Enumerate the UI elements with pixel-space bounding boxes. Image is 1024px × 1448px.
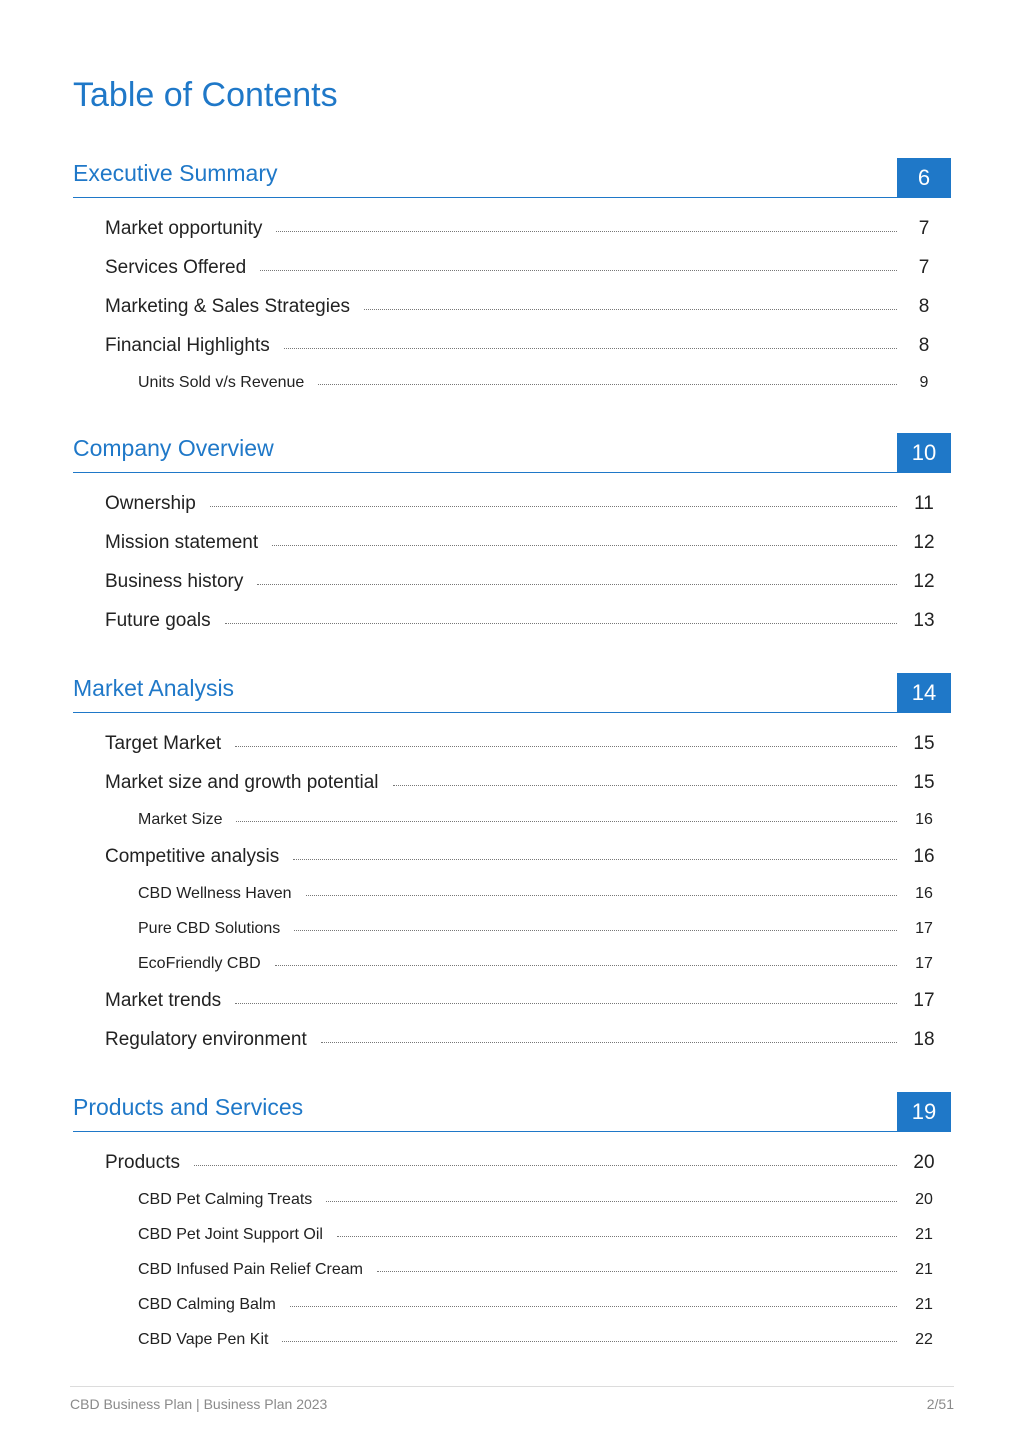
entry-page-number: 15: [913, 733, 935, 754]
section-page-number: 14: [897, 673, 951, 712]
entry-label: CBD Pet Joint Support Oil: [138, 1226, 323, 1243]
section-page-number: 19: [897, 1092, 951, 1131]
entry-page-number: 16: [913, 846, 935, 867]
page-title: Table of Contents: [73, 76, 338, 114]
entry-page-number: 20: [913, 1152, 935, 1173]
toc-section-products-and-services: [73, 1092, 951, 1366]
toc-entry[interactable]: [73, 846, 951, 885]
toc-entry[interactable]: [73, 335, 951, 374]
entry-page-number: 20: [915, 1191, 933, 1208]
dot-leader: [194, 1165, 897, 1166]
dot-leader: [318, 384, 897, 385]
toc-subentry[interactable]: [73, 1226, 951, 1261]
section-header[interactable]: [73, 1092, 951, 1132]
toc-entry[interactable]: [73, 1152, 951, 1191]
dot-leader: [260, 270, 897, 271]
entry-label: CBD Pet Calming Treats: [138, 1191, 313, 1208]
entry-label: Competitive analysis: [105, 846, 280, 867]
entry-label: Ownership: [105, 493, 196, 514]
entry-label: Market size and growth potential: [105, 772, 379, 793]
entry-page-number: 13: [913, 610, 935, 631]
entry-page-number: 18: [913, 1029, 935, 1050]
dot-leader: [290, 1306, 897, 1307]
section-title: Company Overview: [73, 435, 274, 461]
section-entries: [73, 1152, 951, 1366]
entry-label: Market trends: [105, 990, 222, 1011]
dot-leader: [210, 506, 897, 507]
toc-entry[interactable]: [73, 772, 951, 811]
dot-leader: [275, 965, 897, 966]
section-page-number: 10: [897, 433, 951, 472]
dot-leader: [284, 348, 897, 349]
entry-page-number: 7: [918, 257, 930, 278]
dot-leader: [276, 231, 897, 232]
entry-label: Pure CBD Solutions: [138, 920, 281, 937]
toc-subentry[interactable]: [73, 955, 951, 990]
entry-page-number: 11: [914, 493, 934, 514]
entry-label: CBD Infused Pain Relief Cream: [138, 1261, 363, 1278]
toc-entry[interactable]: [73, 990, 951, 1029]
entry-label: Regulatory environment: [105, 1029, 307, 1050]
entry-page-number: 12: [913, 571, 935, 592]
entry-label: Future goals: [105, 610, 211, 631]
entry-label: Target Market: [105, 733, 222, 754]
section-header[interactable]: [73, 673, 951, 713]
entry-page-number: 12: [913, 532, 935, 553]
toc-subentry[interactable]: [73, 920, 951, 955]
entry-page-number: 22: [915, 1331, 933, 1348]
toc-section-executive-summary: [73, 158, 951, 409]
dot-leader: [364, 309, 897, 310]
section-entries: [73, 733, 951, 1068]
entry-label: Market Size: [138, 811, 223, 828]
page-footer: [70, 1386, 954, 1412]
dot-leader: [321, 1042, 897, 1043]
dot-leader: [306, 895, 897, 896]
footer-page-indicator: 2/51: [926, 1396, 954, 1412]
section-entries: [73, 218, 951, 409]
section-header[interactable]: [73, 433, 951, 473]
toc-entry[interactable]: [73, 532, 951, 571]
dot-leader: [257, 584, 897, 585]
entry-label: Units Sold v/s Revenue: [138, 374, 305, 391]
entry-page-number: 8: [918, 296, 930, 317]
entry-page-number: 17: [915, 955, 933, 972]
toc-entry[interactable]: [73, 493, 951, 532]
dot-leader: [272, 545, 897, 546]
toc-entry[interactable]: [73, 733, 951, 772]
toc-subentry[interactable]: [73, 374, 951, 409]
section-title: Executive Summary: [73, 160, 278, 186]
dot-leader: [393, 785, 897, 786]
section-entries: [73, 493, 951, 649]
dot-leader: [282, 1341, 897, 1342]
entry-label: CBD Vape Pen Kit: [138, 1331, 269, 1348]
toc-subentry[interactable]: [73, 1331, 951, 1366]
toc-subentry[interactable]: [73, 1191, 951, 1226]
entry-page-number: 21: [915, 1261, 933, 1278]
toc-subentry[interactable]: [73, 1296, 951, 1331]
dot-leader: [235, 746, 897, 747]
toc-entry[interactable]: [73, 1029, 951, 1068]
entry-page-number: 16: [915, 885, 933, 902]
toc-entry[interactable]: [73, 257, 951, 296]
entry-page-number: 21: [915, 1226, 933, 1243]
section-page-number: 6: [897, 158, 951, 197]
dot-leader: [337, 1236, 897, 1237]
toc-subentry[interactable]: [73, 1261, 951, 1296]
entry-label: EcoFriendly CBD: [138, 955, 261, 972]
entry-label: Mission statement: [105, 532, 259, 553]
toc-entry[interactable]: [73, 610, 951, 649]
dot-leader: [225, 623, 897, 624]
entry-page-number: 15: [913, 772, 935, 793]
entry-label: CBD Calming Balm: [138, 1296, 276, 1313]
dot-leader: [235, 1003, 897, 1004]
entry-page-number: 16: [915, 811, 933, 828]
toc-subentry[interactable]: [73, 885, 951, 920]
toc-subentry[interactable]: [73, 811, 951, 846]
entry-label: CBD Wellness Haven: [138, 885, 292, 902]
entry-label: Business history: [105, 571, 244, 592]
entry-page-number: 8: [918, 335, 930, 356]
entry-page-number: 9: [919, 374, 929, 391]
toc-section-company-overview: [73, 433, 951, 649]
toc-entry[interactable]: [73, 571, 951, 610]
dot-leader: [236, 821, 897, 822]
footer-document-title: CBD Business Plan | Business Plan 2023: [70, 1396, 328, 1412]
toc-section-market-analysis: [73, 673, 951, 1068]
dot-leader: [326, 1201, 897, 1202]
section-title: Market Analysis: [73, 675, 235, 701]
entry-page-number: 17: [915, 920, 933, 937]
toc-entry[interactable]: [73, 218, 951, 257]
entry-label: Products: [105, 1152, 180, 1173]
section-header[interactable]: [73, 158, 951, 198]
entry-page-number: 17: [913, 990, 935, 1011]
entry-page-number: 21: [915, 1296, 933, 1313]
toc-entry[interactable]: [73, 296, 951, 335]
entry-page-number: 7: [918, 218, 930, 239]
entry-label: Marketing & Sales Strategies: [105, 296, 351, 317]
dot-leader: [293, 859, 897, 860]
section-title: Products and Services: [73, 1094, 304, 1120]
entry-label: Financial Highlights: [105, 335, 270, 356]
dot-leader: [377, 1271, 897, 1272]
dot-leader: [294, 930, 897, 931]
entry-label: Services Offered: [105, 257, 247, 278]
entry-label: Market opportunity: [105, 218, 263, 239]
